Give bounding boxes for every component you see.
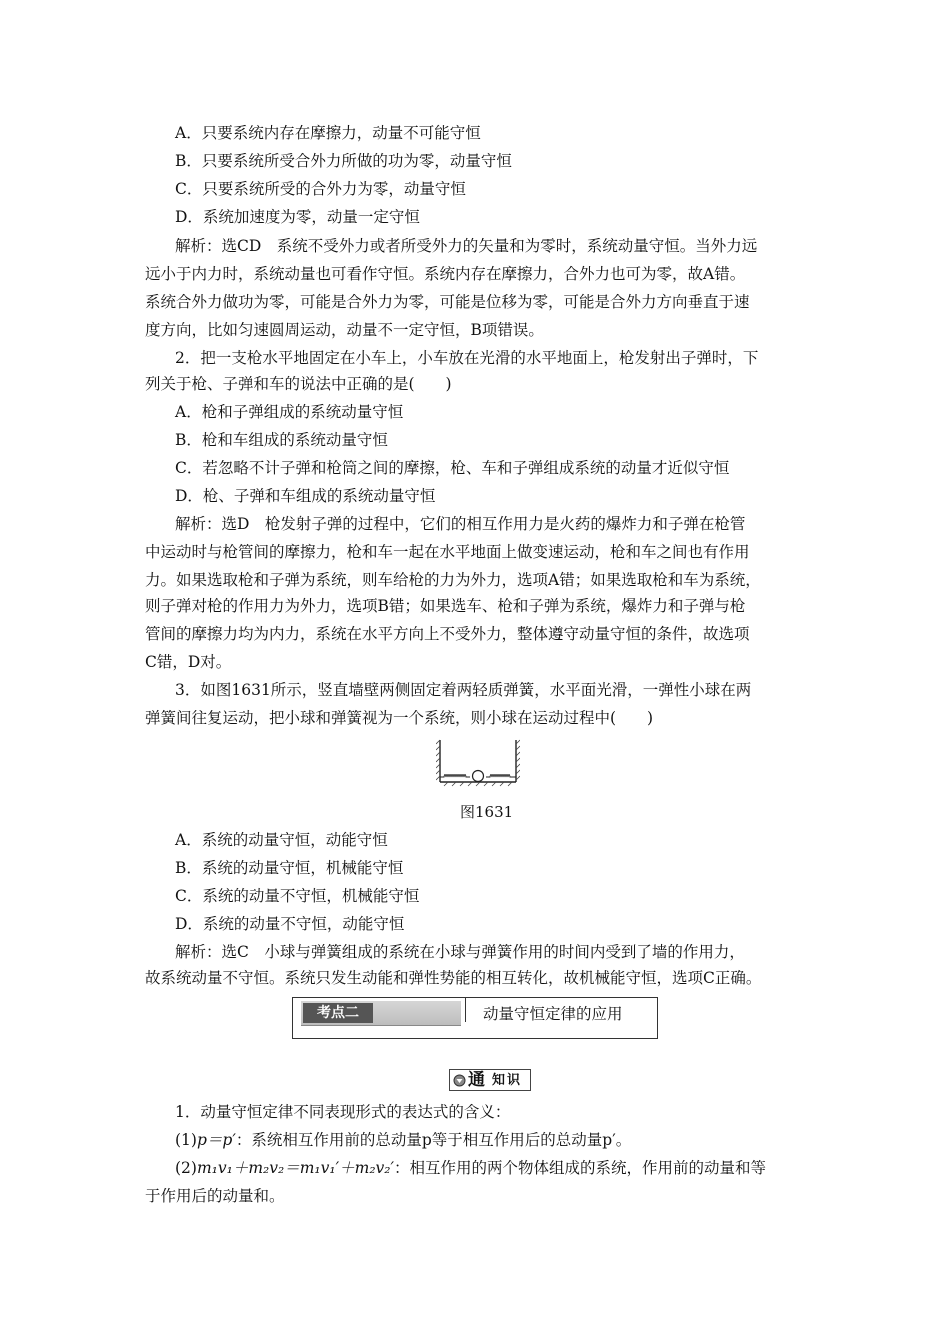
- section-tab: [301, 1001, 461, 1026]
- knowledge-badge: [449, 1069, 531, 1091]
- q3-analysis-line: 解析：选C 小球与弹簧组成的系统在小球与弹簧作用的时间内受到了墙的作用力，: [175, 943, 745, 961]
- q3-option-c: C．系统的动量不守恒，机械能守恒: [175, 887, 420, 905]
- q1-analysis-line: 解析：选CD 系统不受外力或者所受外力的矢量和为零时，系统动量守恒。当外力远: [175, 237, 758, 255]
- q1-option-b: B．只要系统所受合外力所做的功为零，动量守恒: [175, 152, 512, 170]
- badge-big-text: 通: [468, 1070, 485, 1090]
- q3-analysis-line: 故系统动量不守恒。系统只发生动能和弹性势能的相互转化，故机械能守恒，选项C正确。: [145, 969, 762, 987]
- q2-analysis-line: 中运动时与枪管间的摩擦力，枪和车一起在水平地面上做变速运动，枪和车之间也有作用: [145, 543, 750, 561]
- badge-pin-icon: [453, 1074, 466, 1087]
- q2-option-b: B．枪和车组成的系统动量守恒: [175, 431, 388, 449]
- q1-analysis-line: 系统合外力做功为零，可能是合外力为零，可能是位移为零，可能是合外力方向垂直于速: [145, 293, 750, 311]
- spring-ball-figure: [436, 738, 520, 794]
- q2-analysis-line: 力。如果选取枪和子弹为系统，则车给枪的力为外力，选项A错；如果选取枪和车为系统，: [145, 571, 761, 589]
- q1-analysis-line: 度方向，比如匀速圆周运动，动量不一定守恒，B项错误。: [145, 321, 544, 339]
- figure-caption: 图1631: [460, 803, 514, 821]
- q1-option-a: A．只要系统内存在摩擦力，动量不可能守恒: [175, 124, 481, 142]
- item2-prefix: (2): [175, 1159, 197, 1177]
- q2-analysis-line: 管间的摩擦力均为内力，系统在水平方向上不受外力，整体遵守动量守恒的条件，故选项: [145, 625, 750, 643]
- q1-option-c: C．只要系统所受的合外力为零，动量守恒: [175, 180, 466, 198]
- q3-stem-line: 弹簧间往复运动，把小球和弹簧视为一个系统，则小球在运动过程中( ): [145, 709, 654, 727]
- item2-formula: m₁v₁＋m₂v₂＝m₁v₁′＋m₂v₂′: [196, 1159, 395, 1177]
- knowledge-item-2-cont: 于作用后的动量和。: [145, 1187, 285, 1205]
- q2-analysis-line: 解析：选D 枪发射子弹的过程中，它们的相互作用力是火药的爆炸力和子弹在枪管: [175, 515, 746, 533]
- knowledge-item-1: [175, 1130, 631, 1150]
- badge-small-text: 知识: [492, 1073, 523, 1088]
- item2-text: ：相互作用的两个物体组成的系统，作用前的动量和等: [394, 1159, 767, 1177]
- q2-option-a: A．枪和子弹组成的系统动量守恒: [175, 403, 404, 421]
- knowledge-item-2: [175, 1158, 766, 1178]
- item1-formula: p＝p′: [196, 1131, 236, 1149]
- q2-stem-line: 列关于枪、子弹和车的说法中正确的是( ): [145, 375, 452, 393]
- item1-text: ：系统相互作用前的总动量p等于相互作用后的总动量p′。: [235, 1131, 632, 1149]
- q3-option-a: A．系统的动量守恒，动能守恒: [175, 831, 388, 849]
- q3-stem-line: 3．如图1631所示，竖直墙壁两侧固定着两轻质弹簧，水平面光滑，一弹性小球在两: [175, 681, 752, 699]
- q3-option-d: D．系统的动量不守恒，动能守恒: [175, 915, 405, 933]
- section-label: 考点二: [303, 1003, 373, 1023]
- q2-analysis-line: C错，D对。: [145, 653, 232, 671]
- item1-prefix: (1): [175, 1131, 197, 1149]
- q1-analysis-line: 远小于内力时，系统动量也可看作守恒。系统内存在摩擦力，合外力也可为零，故A错。: [145, 265, 746, 283]
- knowledge-intro: 1．动量守恒定律不同表现形式的表达式的含义：: [175, 1103, 511, 1121]
- section-title: 动量守恒定律的应用: [483, 1005, 623, 1023]
- section-header: [292, 997, 658, 1039]
- q3-option-b: B．系统的动量守恒，机械能守恒: [175, 859, 404, 877]
- q1-option-d: D．系统加速度为零，动量一定守恒: [175, 208, 420, 226]
- section-divider: [465, 998, 466, 1022]
- q2-option-c: C．若忽略不计子弹和枪筒之间的摩擦，枪、车和子弹组成系统的动量才近似守恒: [175, 459, 730, 477]
- q2-option-d: D．枪、子弹和车组成的系统动量守恒: [175, 487, 436, 505]
- q2-analysis-line: 则子弹对枪的作用力为外力，选项B错；如果选车、枪和子弹为系统，爆炸力和子弹与枪: [145, 597, 746, 615]
- q2-stem-line: 2．把一支枪水平地固定在小车上，小车放在光滑的水平地面上，枪发射出子弹时，下: [175, 349, 759, 367]
